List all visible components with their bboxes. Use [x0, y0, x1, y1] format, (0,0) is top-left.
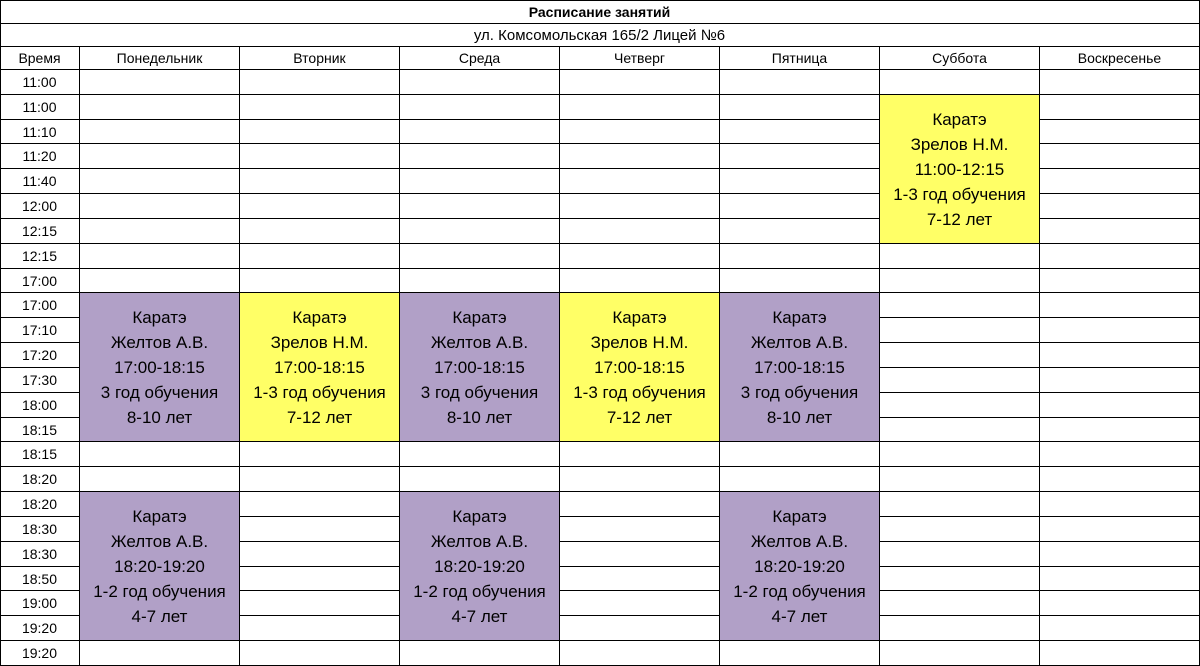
schedule-cell-empty[interactable]	[240, 567, 400, 591]
schedule-cell-empty[interactable]	[240, 442, 400, 467]
age-group: 8-10 лет	[766, 407, 833, 427]
schedule-cell-empty[interactable]	[880, 492, 1040, 517]
schedule-cell-empty[interactable]	[720, 467, 880, 492]
schedule-cell-empty[interactable]	[880, 442, 1040, 467]
instructor-name: Желтов А.В.	[750, 531, 849, 551]
instructor-name: Зрелов Н.М.	[910, 134, 1009, 154]
schedule-cell-empty[interactable]	[720, 120, 880, 144]
column-header-day: Воскресенье	[1040, 47, 1200, 70]
schedule-cell-empty[interactable]	[1040, 616, 1200, 641]
schedule-cell-empty[interactable]	[80, 442, 240, 467]
class-block[interactable]	[720, 293, 880, 442]
schedule-cell-empty[interactable]	[1040, 542, 1200, 567]
schedule-cell-empty[interactable]	[560, 219, 720, 244]
class-block[interactable]	[80, 492, 240, 641]
schedule-cell-empty[interactable]	[880, 542, 1040, 567]
time-cell: 19:20	[0, 616, 80, 641]
class-block[interactable]	[400, 492, 560, 641]
schedule-cell-empty[interactable]	[1040, 517, 1200, 542]
schedule-cell-empty[interactable]	[400, 70, 560, 95]
schedule-cell-empty[interactable]	[720, 269, 880, 293]
schedule-cell-empty[interactable]	[560, 641, 720, 666]
schedule-cell-empty[interactable]	[880, 567, 1040, 591]
schedule-cell-empty[interactable]	[1040, 343, 1200, 368]
time-cell: 19:20	[0, 641, 80, 666]
class-block[interactable]	[720, 492, 880, 641]
time-cell: 11:40	[0, 169, 80, 194]
class-time: 17:00-18:15	[114, 357, 205, 377]
time-cell: 18:15	[0, 418, 80, 442]
time-cell: 18:30	[0, 517, 80, 542]
schedule-cell-empty[interactable]	[880, 418, 1040, 442]
schedule-cell-empty[interactable]	[80, 144, 240, 169]
study-year: 1-2 год обучения	[413, 581, 546, 601]
schedule-cell-empty[interactable]	[560, 591, 720, 616]
age-group: 8-10 лет	[446, 407, 513, 427]
time-cell: 18:15	[0, 442, 80, 467]
time-cell: 17:10	[0, 318, 80, 343]
schedule-cell-empty[interactable]	[1040, 95, 1200, 120]
schedule-cell-empty[interactable]	[400, 120, 560, 144]
schedule-cell-empty[interactable]	[400, 219, 560, 244]
schedule-cell-empty[interactable]	[880, 269, 1040, 293]
time-cell: 11:10	[0, 120, 80, 144]
schedule-cell-empty[interactable]	[560, 542, 720, 567]
instructor-name: Желтов А.В.	[110, 332, 209, 352]
column-header-day: Суббота	[880, 47, 1040, 70]
column-header-time: Время	[0, 47, 80, 70]
class-name: Каратэ	[452, 307, 507, 327]
schedule-cell-empty[interactable]	[880, 318, 1040, 343]
class-time: 18:20-19:20	[434, 556, 525, 576]
schedule-cell-empty[interactable]	[240, 641, 400, 666]
time-cell: 11:00	[0, 70, 80, 95]
time-cell: 18:50	[0, 567, 80, 591]
schedule-cell-empty[interactable]	[400, 467, 560, 492]
schedule-cell-empty[interactable]	[80, 641, 240, 666]
schedule-cell-empty[interactable]	[400, 95, 560, 120]
schedule-cell-empty[interactable]	[240, 244, 400, 269]
schedule-cell-empty[interactable]	[240, 70, 400, 95]
schedule-cell-empty[interactable]	[560, 442, 720, 467]
class-time: 17:00-18:15	[434, 357, 525, 377]
study-year: 1-2 год обучения	[733, 581, 866, 601]
schedule-cell-empty[interactable]	[240, 219, 400, 244]
schedule-title: Расписание занятий	[0, 0, 1200, 24]
study-year: 1-3 год обучения	[893, 184, 1026, 204]
schedule-cell-empty[interactable]	[1040, 219, 1200, 244]
class-name: Каратэ	[772, 506, 827, 526]
class-block[interactable]	[80, 293, 240, 442]
schedule-cell-empty[interactable]	[1040, 293, 1200, 318]
schedule-cell-empty[interactable]	[720, 194, 880, 219]
schedule-cell-empty[interactable]	[560, 567, 720, 591]
schedule-cell-empty[interactable]	[880, 591, 1040, 616]
schedule-cell-empty[interactable]	[80, 269, 240, 293]
instructor-name: Желтов А.В.	[430, 332, 529, 352]
schedule-cell-empty[interactable]	[400, 169, 560, 194]
schedule-cell-empty[interactable]	[1040, 269, 1200, 293]
schedule-subtitle: ул. Комсомольская 165/2 Лицей №6	[0, 24, 1200, 47]
schedule-cell-empty[interactable]	[240, 269, 400, 293]
column-header-day: Вторник	[240, 47, 400, 70]
column-header-day: Понедельник	[80, 47, 240, 70]
schedule-cell-empty[interactable]	[80, 70, 240, 95]
class-name: Каратэ	[132, 307, 187, 327]
schedule-cell-empty[interactable]	[560, 517, 720, 542]
age-group: 8-10 лет	[126, 407, 193, 427]
time-cell: 12:15	[0, 219, 80, 244]
time-cell: 18:00	[0, 393, 80, 418]
class-time: 18:20-19:20	[754, 556, 845, 576]
instructor-name: Желтов А.В.	[750, 332, 849, 352]
column-header-day: Среда	[400, 47, 560, 70]
schedule-cell-empty[interactable]	[880, 244, 1040, 269]
schedule-cell-empty[interactable]	[400, 269, 560, 293]
schedule-cell-empty[interactable]	[1040, 70, 1200, 95]
schedule-cell-empty[interactable]	[240, 95, 400, 120]
class-name: Каратэ	[612, 307, 667, 327]
schedule-cell-empty[interactable]	[560, 70, 720, 95]
schedule-cell-empty[interactable]	[560, 269, 720, 293]
schedule-cell-empty[interactable]	[880, 293, 1040, 318]
schedule-cell-empty[interactable]	[1040, 194, 1200, 219]
schedule-cell-empty[interactable]	[720, 95, 880, 120]
schedule-cell-empty[interactable]	[1040, 442, 1200, 467]
schedule-cell-empty[interactable]	[1040, 144, 1200, 169]
time-cell: 11:00	[0, 95, 80, 120]
schedule-cell-empty[interactable]	[80, 169, 240, 194]
schedule-cell-empty[interactable]	[880, 70, 1040, 95]
age-group: 7-12 лет	[926, 209, 993, 229]
schedule-cell-empty[interactable]	[720, 70, 880, 95]
class-time: 18:20-19:20	[114, 556, 205, 576]
class-name: Каратэ	[292, 307, 347, 327]
schedule-cell-empty[interactable]	[240, 194, 400, 219]
schedule-cell-empty[interactable]	[80, 95, 240, 120]
time-cell: 17:00	[0, 269, 80, 293]
schedule-cell-empty[interactable]	[240, 616, 400, 641]
schedule-cell-empty[interactable]	[560, 467, 720, 492]
instructor-name: Желтов А.В.	[110, 531, 209, 551]
schedule-cell-empty[interactable]	[80, 467, 240, 492]
schedule-cell-empty[interactable]	[1040, 393, 1200, 418]
time-cell: 18:20	[0, 492, 80, 517]
age-group: 4-7 лет	[131, 606, 188, 626]
schedule-cell-empty[interactable]	[1040, 120, 1200, 144]
time-cell: 17:30	[0, 368, 80, 393]
time-cell: 12:15	[0, 244, 80, 269]
schedule-cell-empty[interactable]	[400, 442, 560, 467]
schedule-cell-empty[interactable]	[80, 120, 240, 144]
class-name: Каратэ	[452, 506, 507, 526]
schedule-cell-empty[interactable]	[720, 144, 880, 169]
schedule-cell-empty[interactable]	[560, 244, 720, 269]
schedule-cell-empty[interactable]	[880, 368, 1040, 393]
study-year: 1-3 год обучения	[253, 382, 386, 402]
class-name: Каратэ	[132, 506, 187, 526]
time-cell: 19:00	[0, 591, 80, 616]
schedule-cell-empty[interactable]	[880, 467, 1040, 492]
class-time: 11:00-12:15	[914, 159, 1005, 179]
age-group: 7-12 лет	[286, 407, 353, 427]
class-name: Каратэ	[932, 109, 987, 129]
time-cell: 17:20	[0, 343, 80, 368]
schedule-cell-empty[interactable]	[720, 219, 880, 244]
time-cell: 18:30	[0, 542, 80, 567]
class-time: 17:00-18:15	[754, 357, 845, 377]
class-block[interactable]	[560, 293, 720, 442]
time-cell: 18:20	[0, 467, 80, 492]
study-year: 1-2 год обучения	[93, 581, 226, 601]
schedule-cell-empty[interactable]	[240, 517, 400, 542]
schedule-cell-empty[interactable]	[560, 95, 720, 120]
schedule-cell-empty[interactable]	[560, 144, 720, 169]
class-name: Каратэ	[772, 307, 827, 327]
schedule-cell-empty[interactable]	[880, 616, 1040, 641]
schedule-cell-empty[interactable]	[400, 194, 560, 219]
age-group: 4-7 лет	[451, 606, 508, 626]
schedule-cell-empty[interactable]	[400, 144, 560, 169]
schedule-cell-empty[interactable]	[1040, 492, 1200, 517]
schedule-cell-empty[interactable]	[720, 641, 880, 666]
schedule-cell-empty[interactable]	[240, 542, 400, 567]
schedule-cell-empty[interactable]	[1040, 318, 1200, 343]
class-time: 17:00-18:15	[274, 357, 365, 377]
schedule-cell-empty[interactable]	[880, 517, 1040, 542]
schedule-cell-empty[interactable]	[400, 244, 560, 269]
schedule-cell-empty[interactable]	[1040, 467, 1200, 492]
schedule-cell-empty[interactable]	[240, 120, 400, 144]
age-group: 7-12 лет	[606, 407, 673, 427]
study-year: 3 год обучения	[100, 382, 219, 402]
class-block[interactable]	[400, 293, 560, 442]
class-time: 17:00-18:15	[594, 357, 685, 377]
study-year: 3 год обучения	[420, 382, 539, 402]
study-year: 1-3 год обучения	[573, 382, 706, 402]
schedule-cell-empty[interactable]	[1040, 567, 1200, 591]
schedule-cell-empty[interactable]	[560, 120, 720, 144]
schedule-cell-empty[interactable]	[560, 492, 720, 517]
column-header-day: Пятница	[720, 47, 880, 70]
schedule-cell-empty[interactable]	[720, 442, 880, 467]
schedule-cell-empty[interactable]	[560, 194, 720, 219]
schedule-cell-empty[interactable]	[240, 492, 400, 517]
schedule-cell-empty[interactable]	[240, 591, 400, 616]
schedule-cell-empty[interactable]	[80, 219, 240, 244]
schedule-cell-empty[interactable]	[1040, 641, 1200, 666]
column-header-day: Четверг	[560, 47, 720, 70]
time-cell: 11:20	[0, 144, 80, 169]
schedule-cell-empty[interactable]	[1040, 418, 1200, 442]
schedule-cell-empty[interactable]	[240, 169, 400, 194]
schedule-cell-empty[interactable]	[240, 144, 400, 169]
class-block[interactable]	[880, 95, 1040, 244]
class-block[interactable]	[240, 293, 400, 442]
schedule-cell-empty[interactable]	[1040, 591, 1200, 616]
schedule-cell-empty[interactable]	[880, 343, 1040, 368]
instructor-name: Зрелов Н.М.	[590, 332, 689, 352]
schedule-cell-empty[interactable]	[1040, 169, 1200, 194]
age-group: 4-7 лет	[771, 606, 828, 626]
time-cell: 17:00	[0, 293, 80, 318]
schedule-cell-empty[interactable]	[560, 616, 720, 641]
instructor-name: Желтов А.В.	[430, 531, 529, 551]
schedule-cell-empty[interactable]	[560, 169, 720, 194]
schedule-cell-empty[interactable]	[80, 194, 240, 219]
study-year: 3 год обучения	[740, 382, 859, 402]
schedule-cell-empty[interactable]	[1040, 368, 1200, 393]
schedule-cell-empty[interactable]	[880, 641, 1040, 666]
schedule-cell-empty[interactable]	[240, 467, 400, 492]
schedule-cell-empty[interactable]	[720, 169, 880, 194]
schedule-cell-empty[interactable]	[1040, 244, 1200, 269]
schedule-cell-empty[interactable]	[720, 244, 880, 269]
schedule-cell-empty[interactable]	[880, 393, 1040, 418]
schedule-cell-empty[interactable]	[80, 244, 240, 269]
schedule-cell-empty[interactable]	[400, 641, 560, 666]
instructor-name: Зрелов Н.М.	[270, 332, 369, 352]
time-cell: 12:00	[0, 194, 80, 219]
